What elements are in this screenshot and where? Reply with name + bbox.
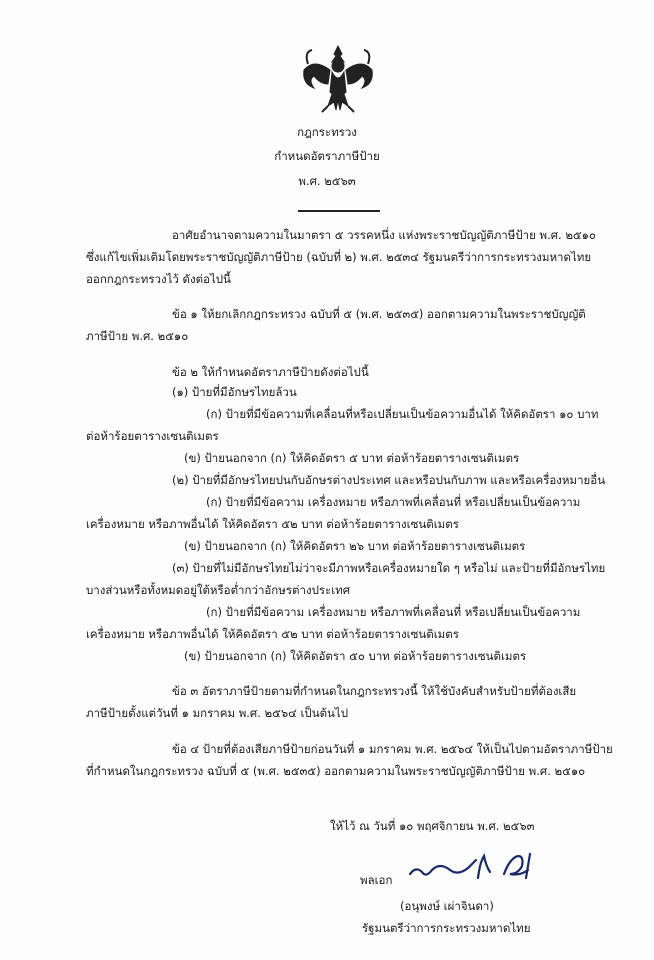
preamble-line: ซึ่งแก้ไขเพิ่มเติมโดยพระราชบัญญัติภาษีป้าย (ฉบับที่ ๒) พ.ศ. ๒๕๓๔ รัฐมนตรีว่าการกระทรวงมหาดไทย: [86, 250, 592, 264]
clause2-line: เครื่องหมาย หรือภาพอื่นได้ ให้คิดอัตรา ๕๒ บาท ต่อห้าร้อยตารางเซนติเมตร: [86, 627, 459, 641]
handwritten-signature: [406, 848, 546, 888]
clause2-line: ต่อห้าร้อยตารางเซนติเมตร: [86, 429, 219, 443]
clause2-line: (ข) ป้ายนอกจาก (ก) ให้คิดอัตรา ๕๐ บาท ต่อห้าร้อยตารางเซนติเมตร: [184, 649, 527, 663]
clause2-line: (๓) ป้ายที่ไม่มีอักษรไทยไม่ว่าจะมีภาพหรือเครื่องหมายใด ๆ หรือไม่ และป้ายที่มีอักษรไทย: [172, 561, 606, 575]
signer-rank: พลเอก: [360, 873, 393, 887]
clause2-line: (๑) ป้ายที่มีอักษรไทยล้วน: [172, 385, 297, 399]
clause2-intro: ข้อ ๒ ให้กำหนดอัตราภาษีป้ายดังต่อไปนี้: [172, 365, 369, 379]
signing-date: ให้ไว้ ณ วันที่ ๑๐ พฤศจิกายน พ.ศ. ๒๕๖๓: [330, 819, 535, 833]
clause2-line: (๒) ป้ายที่มีอักษรไทยปนกับอักษรต่างประเทศ และหรือปนกับภาพ และหรือเครื่องหมายอื่น: [172, 473, 606, 487]
signer-position: รัฐมนตรีว่าการกระทรวงมหาดไทย: [362, 921, 531, 935]
garuda-emblem-icon: [298, 40, 378, 118]
clause3-line: ภาษีป้ายตั้งแต่วันที่ ๑ มกราคม พ.ศ. ๒๕๖๔ เป็นต้นไป: [86, 706, 348, 720]
clause2-line: เครื่องหมาย หรือภาพอื่นได้ ให้คิดอัตรา ๕๒ บาท ต่อห้าร้อยตารางเซนติเมตร: [86, 517, 459, 531]
signer-name: (อนุพงษ์ เผ่าจินดา): [400, 899, 494, 913]
clause1-line: ข้อ ๑ ให้ยกเลิกกฎกระทรวง ฉบับที่ ๕ (พ.ศ. ๒๕๓๕) ออกตามความในพระราชบัญญัติ: [172, 307, 586, 321]
clause2-line: บางส่วนหรือทั้งหมดอยู่ใต้หรือต่ำกว่าอักษรต่างประเทศ: [86, 583, 351, 597]
document-year: พ.ศ. ๒๕๖๓: [298, 174, 356, 188]
clause3-line: ข้อ ๓ อัตราภาษีป้ายตามที่กำหนดในกฎกระทรวงนี้ ให้ใช้บังคับสำหรับป้ายที่ต้องเสีย: [172, 684, 577, 698]
clause2-line: (ก) ป้ายที่มีข้อความ เครื่องหมาย หรือภาพที่เคลื่อนที่ หรือเปลี่ยนเป็นข้อความ: [206, 495, 581, 509]
clause1-line: ภาษีป้าย พ.ศ. ๒๕๑๐: [86, 329, 189, 343]
clause4-line: ที่กำหนดในกฎกระทรวง ฉบับที่ ๕ (พ.ศ. ๒๕๓๕) ออกตามความในพระราชบัญญัติภาษีป้าย พ.ศ. ๒๕๑๐: [86, 764, 586, 778]
document-title: กฎกระทรวง: [297, 125, 357, 139]
clause2-line: (ข) ป้ายนอกจาก (ก) ให้คิดอัตรา ๕ บาท ต่อห้าร้อยตารางเซนติเมตร: [184, 451, 520, 465]
clause2-line: (ก) ป้ายที่มีข้อความ เครื่องหมาย หรือภาพที่เคลื่อนที่ หรือเปลี่ยนเป็นข้อความ: [206, 605, 581, 619]
title-divider: [298, 210, 380, 212]
preamble-line: อาศัยอำนาจตามความในมาตรา ๕ วรรคหนึ่ง แห่งพระราชบัญญัติภาษีป้าย พ.ศ. ๒๕๑๐: [172, 228, 596, 242]
clause4-line: ข้อ ๔ ป้ายที่ต้องเสียภาษีป้ายก่อนวันที่ ๑ มกราคม พ.ศ. ๒๕๖๔ ให้เป็นไปตามอัตราภาษีป้าย: [172, 742, 613, 756]
clause2-line: (ก) ป้ายที่มีข้อความที่เคลื่อนที่หรือเปลี่ยนเป็นข้อความอื่นได้ ให้คิดอัตรา ๑๐ บาท: [206, 407, 599, 421]
document-subtitle: กำหนดอัตราภาษีป้าย: [274, 149, 380, 163]
preamble-line: ออกกฎกระทรวงไว้ ดังต่อไปนี้: [86, 272, 231, 286]
clause2-line: (ข) ป้ายนอกจาก (ก) ให้คิดอัตรา ๒๖ บาท ต่อห้าร้อยตารางเซนติเมตร: [184, 539, 526, 553]
